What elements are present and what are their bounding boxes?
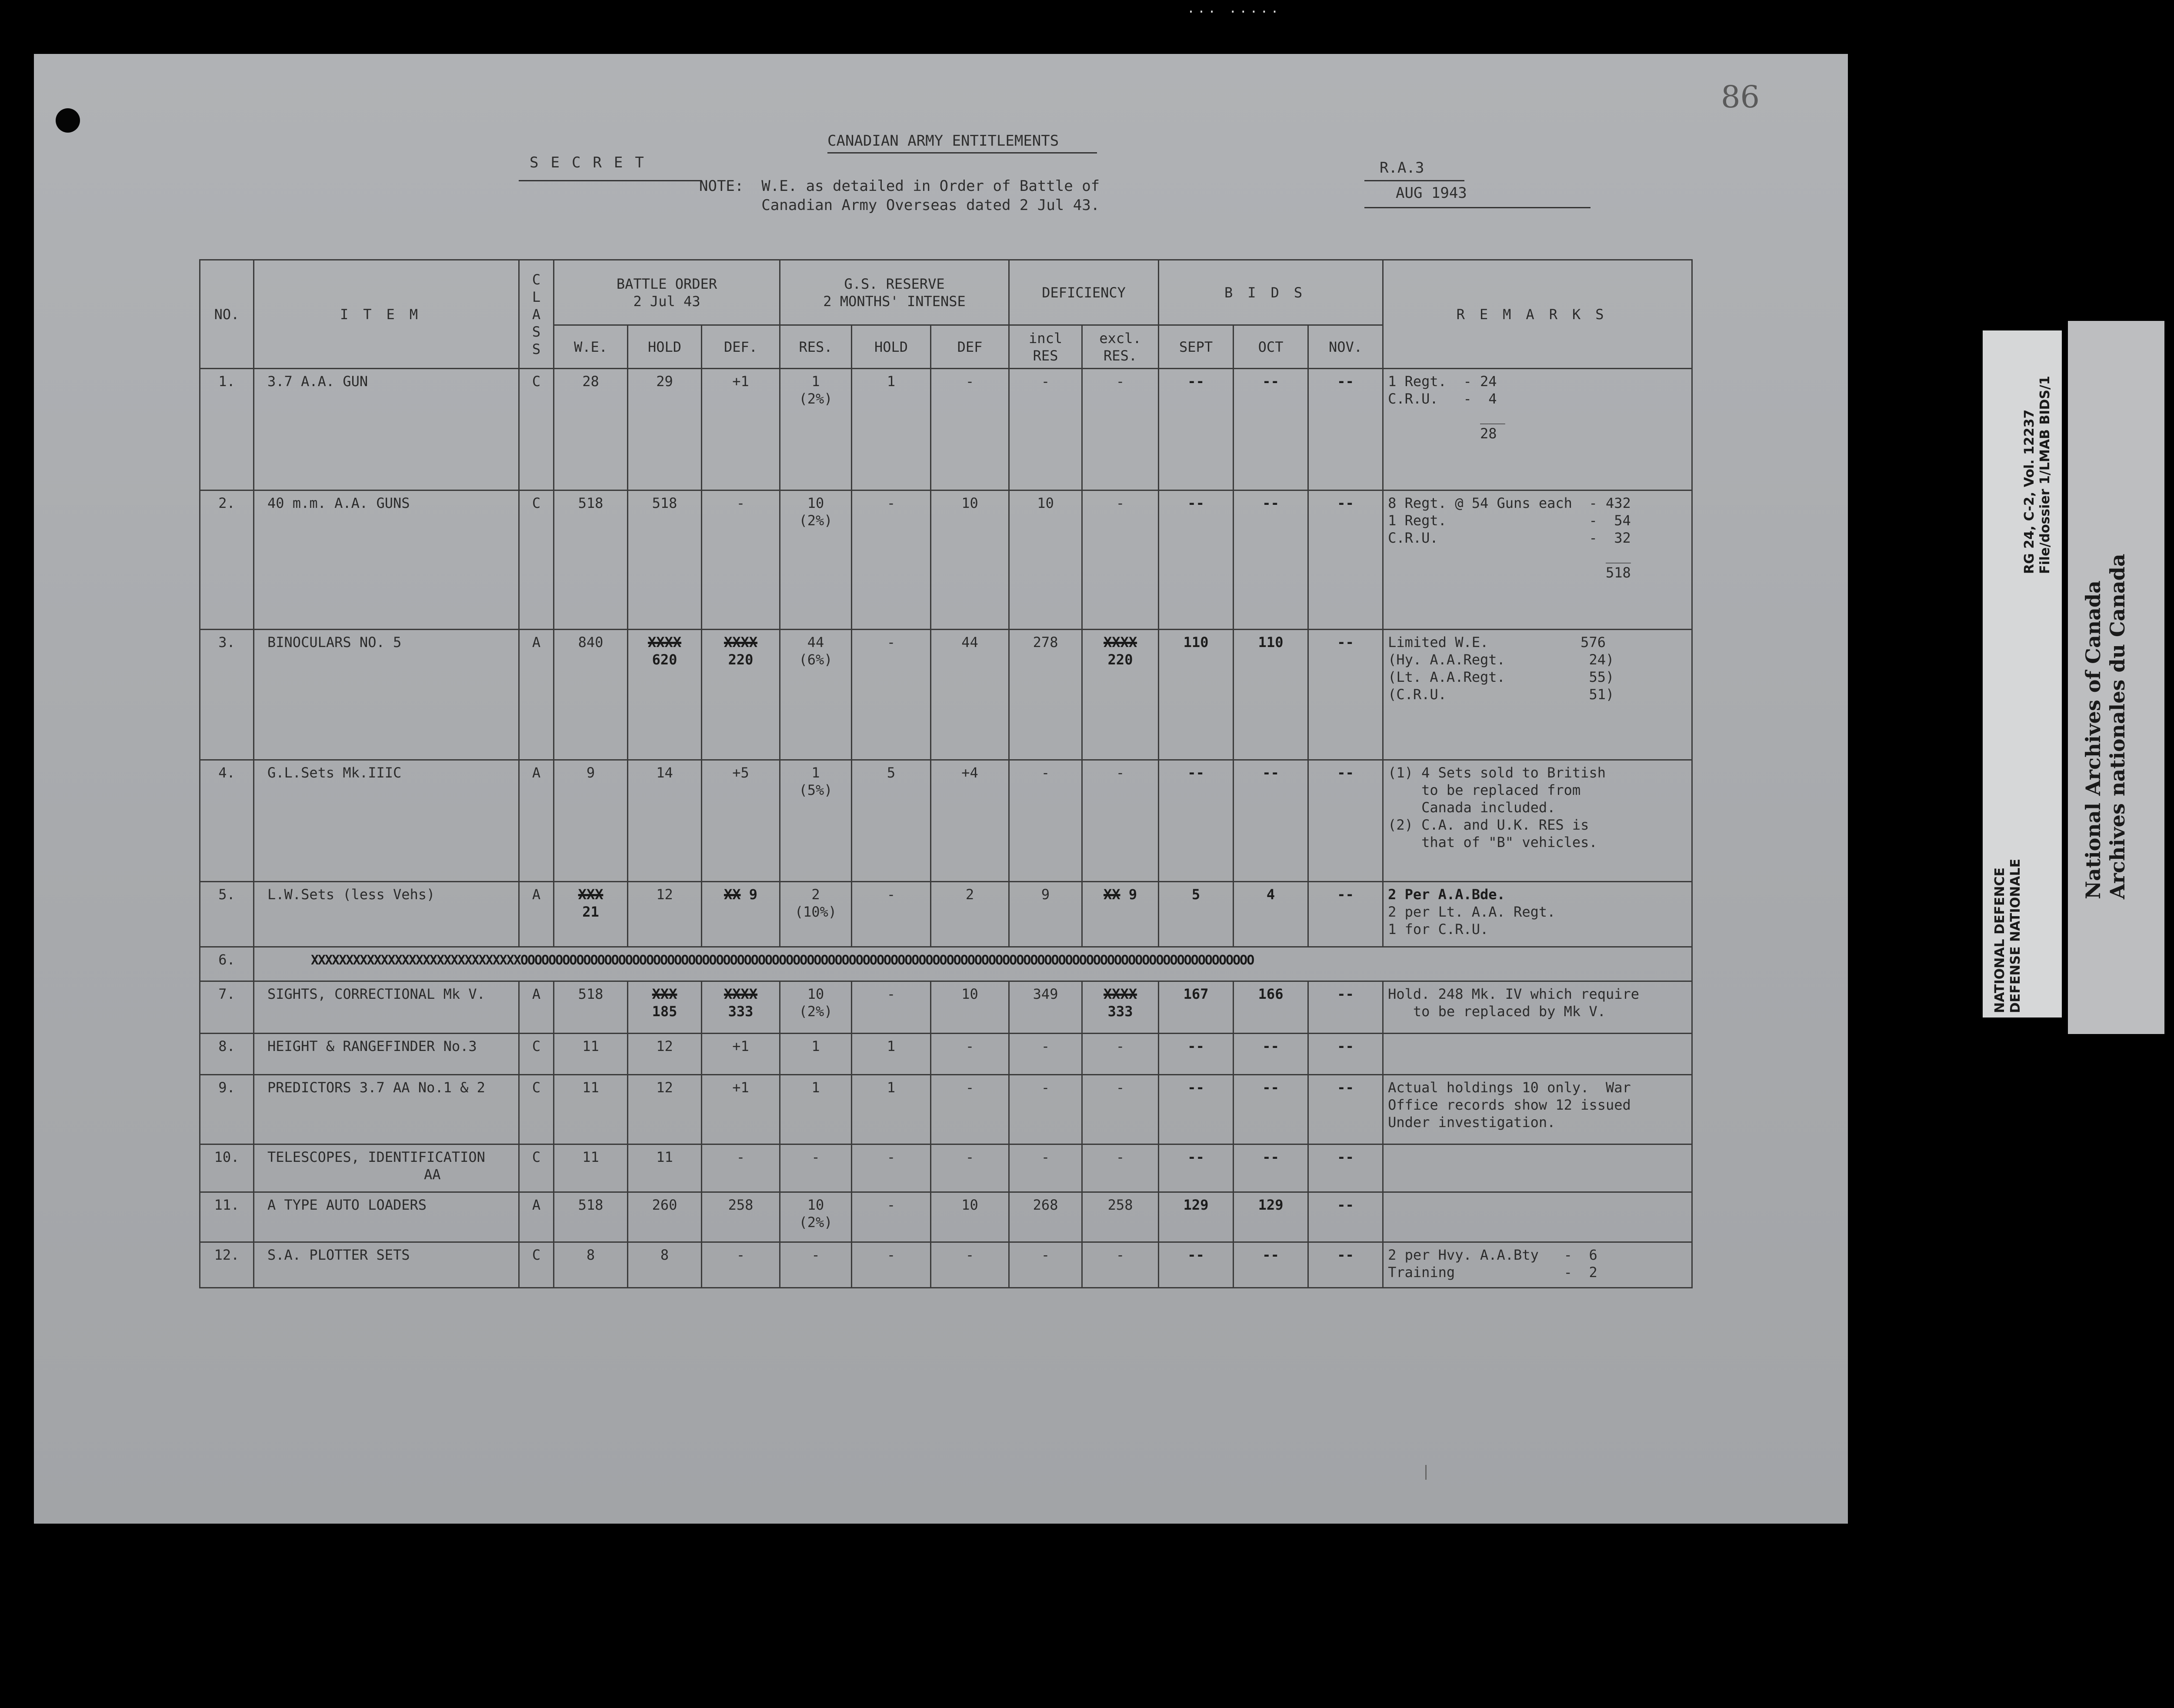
row-item: L.W.Sets (less Vehs) — [254, 882, 519, 947]
row-oct: -- — [1234, 1075, 1308, 1144]
col-res-header: RES. — [780, 325, 852, 369]
col-class-header: C L A S S — [519, 260, 554, 369]
row-res: 1 — [780, 1075, 852, 1144]
header-note — [699, 177, 1100, 215]
col-nov-header: NOV. — [1308, 325, 1383, 369]
row-res: 1 (5%) — [780, 760, 852, 882]
row-nov: -- — [1308, 1075, 1383, 1144]
row-item: PREDICTORS 3.7 AA No.1 & 2 — [254, 1075, 519, 1144]
row-item: TELESCOPES, IDENTIFICATION AA — [254, 1144, 519, 1192]
row-def: XXXX 220 — [702, 630, 780, 760]
remarks-header: REMARKS — [1383, 260, 1692, 369]
row-incl-res: 278 — [1009, 630, 1082, 760]
row-hold2: - — [852, 630, 931, 760]
row-nov: -- — [1308, 1034, 1383, 1075]
row-nov: -- — [1308, 1144, 1383, 1192]
row-class: A — [519, 882, 554, 947]
row-incl-res: 268 — [1009, 1192, 1082, 1242]
row-excl-res: - — [1082, 490, 1159, 630]
document-page — [34, 54, 1848, 1524]
row-incl-res: - — [1009, 1242, 1082, 1288]
punch-hole — [56, 108, 80, 133]
national-archives-label — [2068, 321, 2164, 1034]
reference-underline — [1364, 180, 1464, 181]
row-def: - — [702, 490, 780, 630]
row-hold2: - — [852, 1144, 931, 1192]
row-res: 1 (2%) — [780, 369, 852, 490]
row-def2: 10 — [931, 490, 1009, 630]
table-row — [200, 630, 1692, 760]
col-hold2-header: HOLD — [852, 325, 931, 369]
bids-header: BIDS — [1159, 260, 1383, 325]
col-hold-header: HOLD — [628, 325, 702, 369]
row-def2: 2 — [931, 882, 1009, 947]
archive-reference-label — [1983, 330, 2062, 1017]
row-remarks — [1383, 1034, 1692, 1075]
row-sept: 167 — [1159, 981, 1234, 1034]
row-nov: -- — [1308, 1242, 1383, 1288]
row-res: 44 (6%) — [780, 630, 852, 760]
row-nov: -- — [1308, 981, 1383, 1034]
document-date: AUG 1943 — [1396, 184, 1467, 202]
row-hold2: 1 — [852, 1075, 931, 1144]
row-res: 10 (2%) — [780, 490, 852, 630]
row-hold: 29 — [628, 369, 702, 490]
table-row — [200, 1242, 1692, 1288]
row-item: BINOCULARS NO. 5 — [254, 630, 519, 760]
row-item: 3.7 A.A. GUN — [254, 369, 519, 490]
row-item: A TYPE AUTO LOADERS — [254, 1192, 519, 1242]
row-we: 518 — [554, 490, 628, 630]
row-def: 258 — [702, 1192, 780, 1242]
row-nov: -- — [1308, 490, 1383, 630]
row-hold: 12 — [628, 882, 702, 947]
row-sept: 5 — [1159, 882, 1234, 947]
row-def: +1 — [702, 369, 780, 490]
row-incl-res: 9 — [1009, 882, 1082, 947]
document-title: CANADIAN ARMY ENTITLEMENTS — [827, 132, 1059, 150]
row-hold2: - — [852, 1192, 931, 1242]
row-remarks: Hold. 248 Mk. IV which require to be replaced by Mk V. — [1383, 981, 1692, 1034]
table-row — [200, 760, 1692, 882]
table-row — [200, 490, 1692, 630]
row-res: - — [780, 1144, 852, 1192]
col-def-header: DEF. — [702, 325, 780, 369]
row-oct: -- — [1234, 1144, 1308, 1192]
row-class: C — [519, 1144, 554, 1192]
row-we: 9 — [554, 760, 628, 882]
struck-entry: XXXXXXXXXXXXXXXXXXXXXXXXXXXXXXOOOOOOOOOOOOOOOOOOOOOOOOOOOOOOOOOOOOOOOOOOOOOOOOOOOOOOOOOOOOOOOOOOOOOOOOOOOOOOOOOOOOOOOOOOOOOOOOOOOOOOOOO — [254, 947, 1692, 981]
col-we-header: W.E. — [554, 325, 628, 369]
row-class: C — [519, 490, 554, 630]
row-hold2: 5 — [852, 760, 931, 882]
row-no: 11. — [200, 1192, 254, 1242]
row-nov: -- — [1308, 1192, 1383, 1242]
row-oct: 110 — [1234, 630, 1308, 760]
row-no: 6. — [200, 947, 254, 981]
row-hold2: 1 — [852, 1034, 931, 1075]
row-remarks: (1) 4 Sets sold to British to be replaced from Canada included. (2) C.A. and U.K. RES is that of "B" vehicles. — [1383, 760, 1692, 882]
row-item: S.A. PLOTTER SETS — [254, 1242, 519, 1288]
row-excl-res: 258 — [1082, 1192, 1159, 1242]
row-def: +1 — [702, 1075, 780, 1144]
row-incl-res: - — [1009, 369, 1082, 490]
col-def2-header: DEF — [931, 325, 1009, 369]
row-def2: 44 — [931, 630, 1009, 760]
archives-name: National Archives of Canada Archives nationales du Canada — [2081, 554, 2129, 899]
row-excl-res: XX 9 — [1082, 882, 1159, 947]
row-we: 840 — [554, 630, 628, 760]
row-def: XXXX 333 — [702, 981, 780, 1034]
row-oct: -- — [1234, 760, 1308, 882]
row-sept: 110 — [1159, 630, 1234, 760]
row-hold2: - — [852, 882, 931, 947]
row-we: XXX 21 — [554, 882, 628, 947]
row-oct: -- — [1234, 1242, 1308, 1288]
row-hold: XXX 185 — [628, 981, 702, 1034]
row-item: HEIGHT & RANGEFINDER No.3 — [254, 1034, 519, 1075]
date-underline — [1364, 207, 1590, 208]
row-sept: -- — [1159, 369, 1234, 490]
row-no: 5. — [200, 882, 254, 947]
row-def2: - — [931, 1075, 1009, 1144]
row-remarks — [1383, 1144, 1692, 1192]
row-hold: XXXX 620 — [628, 630, 702, 760]
row-no: 12. — [200, 1242, 254, 1288]
table-row — [200, 1144, 1692, 1192]
row-item: G.L.Sets Mk.IIIC — [254, 760, 519, 882]
row-we: 11 — [554, 1075, 628, 1144]
col-sept-header: SEPT — [1159, 325, 1234, 369]
note-line-2: Canadian Army Overseas dated 2 Jul 43. — [699, 197, 1100, 214]
page-number: 86 — [1721, 79, 1760, 115]
row-excl-res: - — [1082, 1242, 1159, 1288]
row-incl-res: 10 — [1009, 490, 1082, 630]
table-row-struck — [200, 947, 1692, 981]
row-incl-res: - — [1009, 1144, 1082, 1192]
row-nov: -- — [1308, 882, 1383, 947]
classification-label: SECRET — [530, 154, 656, 171]
row-remarks: 1 Regt. - 24 C.R.U. - 4 ___ 28 — [1383, 369, 1692, 490]
pencil-mark — [1425, 1465, 1432, 1480]
row-def: +1 — [702, 1034, 780, 1075]
row-nov: -- — [1308, 630, 1383, 760]
row-hold: 518 — [628, 490, 702, 630]
row-class: C — [519, 1075, 554, 1144]
file-reference-label: RG 24, C-2, Vol. 12237 File/dossier 1/LMAB BIDS/1 — [2022, 376, 2053, 574]
row-class: A — [519, 981, 554, 1034]
row-excl-res: XXXX 220 — [1082, 630, 1159, 760]
row-oct: -- — [1234, 369, 1308, 490]
table-row — [200, 882, 1692, 947]
row-class: C — [519, 1034, 554, 1075]
row-no: 7. — [200, 981, 254, 1034]
row-remarks: Limited W.E. 576 (Hy. A.A.Regt. 24) (Lt. A.A.Regt. 55) (C.R.U. 51) — [1383, 630, 1692, 760]
row-sept: -- — [1159, 1075, 1234, 1144]
row-class: A — [519, 760, 554, 882]
row-hold: 8 — [628, 1242, 702, 1288]
row-excl-res: - — [1082, 760, 1159, 882]
table-row — [200, 1034, 1692, 1075]
row-def2: - — [931, 1242, 1009, 1288]
classification-underline — [519, 180, 701, 181]
table-row — [200, 369, 1692, 490]
row-sept: -- — [1159, 1242, 1234, 1288]
row-def2: +4 — [931, 760, 1009, 882]
row-res: 10 (2%) — [780, 1192, 852, 1242]
row-incl-res: 349 — [1009, 981, 1082, 1034]
row-remarks: 8 Regt. @ 54 Guns each - 432 1 Regt. - 54 C.R.U. - 32 ___ 518 — [1383, 490, 1692, 630]
row-hold: 14 — [628, 760, 702, 882]
row-we: 28 — [554, 369, 628, 490]
row-res: 10 (2%) — [780, 981, 852, 1034]
row-oct: 129 — [1234, 1192, 1308, 1242]
row-no: 10. — [200, 1144, 254, 1192]
table-row — [200, 1192, 1692, 1242]
row-sept: -- — [1159, 490, 1234, 630]
row-def: - — [702, 1242, 780, 1288]
row-no: 4. — [200, 760, 254, 882]
row-no: 2. — [200, 490, 254, 630]
row-oct: 166 — [1234, 981, 1308, 1034]
deficiency-header: DEFICIENCY — [1009, 260, 1159, 325]
entitlements-table — [199, 259, 1693, 1288]
row-def2: 10 — [931, 981, 1009, 1034]
row-excl-res: - — [1082, 1144, 1159, 1192]
row-def: XX 9 — [702, 882, 780, 947]
col-oct-header: OCT — [1234, 325, 1308, 369]
gs-reserve-header: G.S. RESERVE 2 MONTHS' INTENSE — [780, 260, 1009, 325]
row-we: 518 — [554, 1192, 628, 1242]
title-underline — [827, 152, 1097, 153]
row-sept: 129 — [1159, 1192, 1234, 1242]
row-class: C — [519, 369, 554, 490]
row-hold2: - — [852, 490, 931, 630]
table-row — [200, 1075, 1692, 1144]
row-item: SIGHTS, CORRECTIONAL Mk V. — [254, 981, 519, 1034]
row-remarks: 2 per Hvy. A.A.Bty - 6 Training - 2 — [1383, 1242, 1692, 1288]
row-incl-res: - — [1009, 1075, 1082, 1144]
row-class: A — [519, 630, 554, 760]
row-no: 9. — [200, 1075, 254, 1144]
row-class: A — [519, 1192, 554, 1242]
row-hold2: 1 — [852, 369, 931, 490]
row-excl-res: - — [1082, 1034, 1159, 1075]
row-excl-res: XXXX 333 — [1082, 981, 1159, 1034]
row-no: 1. — [200, 369, 254, 490]
row-hold: 11 — [628, 1144, 702, 1192]
row-def2: 10 — [931, 1192, 1009, 1242]
col-item-header: ITEM — [254, 260, 519, 369]
film-edge-marks: ... ..... — [1187, 1, 1281, 16]
row-no: 3. — [200, 630, 254, 760]
row-def: +5 — [702, 760, 780, 882]
row-sept: -- — [1159, 1144, 1234, 1192]
row-no: 8. — [200, 1034, 254, 1075]
row-hold: 12 — [628, 1034, 702, 1075]
row-incl-res: - — [1009, 1034, 1082, 1075]
row-def2: - — [931, 1034, 1009, 1075]
row-sept: -- — [1159, 760, 1234, 882]
row-excl-res: - — [1082, 369, 1159, 490]
row-hold2: - — [852, 981, 931, 1034]
row-we: 11 — [554, 1144, 628, 1192]
row-res: 1 — [780, 1034, 852, 1075]
col-incl-res-header: incl RES — [1009, 325, 1082, 369]
row-we: 518 — [554, 981, 628, 1034]
reference-code: R.A.3 — [1380, 159, 1424, 177]
row-we: 11 — [554, 1034, 628, 1075]
row-hold: 12 — [628, 1075, 702, 1144]
row-excl-res: - — [1082, 1075, 1159, 1144]
row-incl-res: - — [1009, 760, 1082, 882]
note-line-1: NOTE: W.E. as detailed in Order of Battle of — [699, 177, 1100, 195]
row-nov: -- — [1308, 369, 1383, 490]
row-def2: - — [931, 369, 1009, 490]
row-remarks — [1383, 1192, 1692, 1242]
row-res: - — [780, 1242, 852, 1288]
department-label: NATIONAL DEFENCE DEFENSE NATIONALE — [1992, 858, 2023, 1013]
row-def: - — [702, 1144, 780, 1192]
col-no-header: NO. — [200, 260, 254, 369]
row-oct: -- — [1234, 490, 1308, 630]
row-def2: - — [931, 1144, 1009, 1192]
row-hold: 260 — [628, 1192, 702, 1242]
row-we: 8 — [554, 1242, 628, 1288]
row-res: 2 (10%) — [780, 882, 852, 947]
row-hold2: - — [852, 1242, 931, 1288]
battle-order-header: BATTLE ORDER 2 Jul 43 — [554, 260, 780, 325]
row-item: 40 m.m. A.A. GUNS — [254, 490, 519, 630]
row-class: C — [519, 1242, 554, 1288]
col-excl-res-header: excl. RES. — [1082, 325, 1159, 369]
row-nov: -- — [1308, 760, 1383, 882]
row-remarks: 2 Per A.A.Bde. 2 per Lt. A.A. Regt. 1 for C.R.U. — [1383, 882, 1692, 947]
table-row — [200, 981, 1692, 1034]
row-remarks: Actual holdings 10 only. War Office records show 12 issued Under investigation. — [1383, 1075, 1692, 1144]
row-sept: -- — [1159, 1034, 1234, 1075]
row-oct: 4 — [1234, 882, 1308, 947]
row-oct: -- — [1234, 1034, 1308, 1075]
